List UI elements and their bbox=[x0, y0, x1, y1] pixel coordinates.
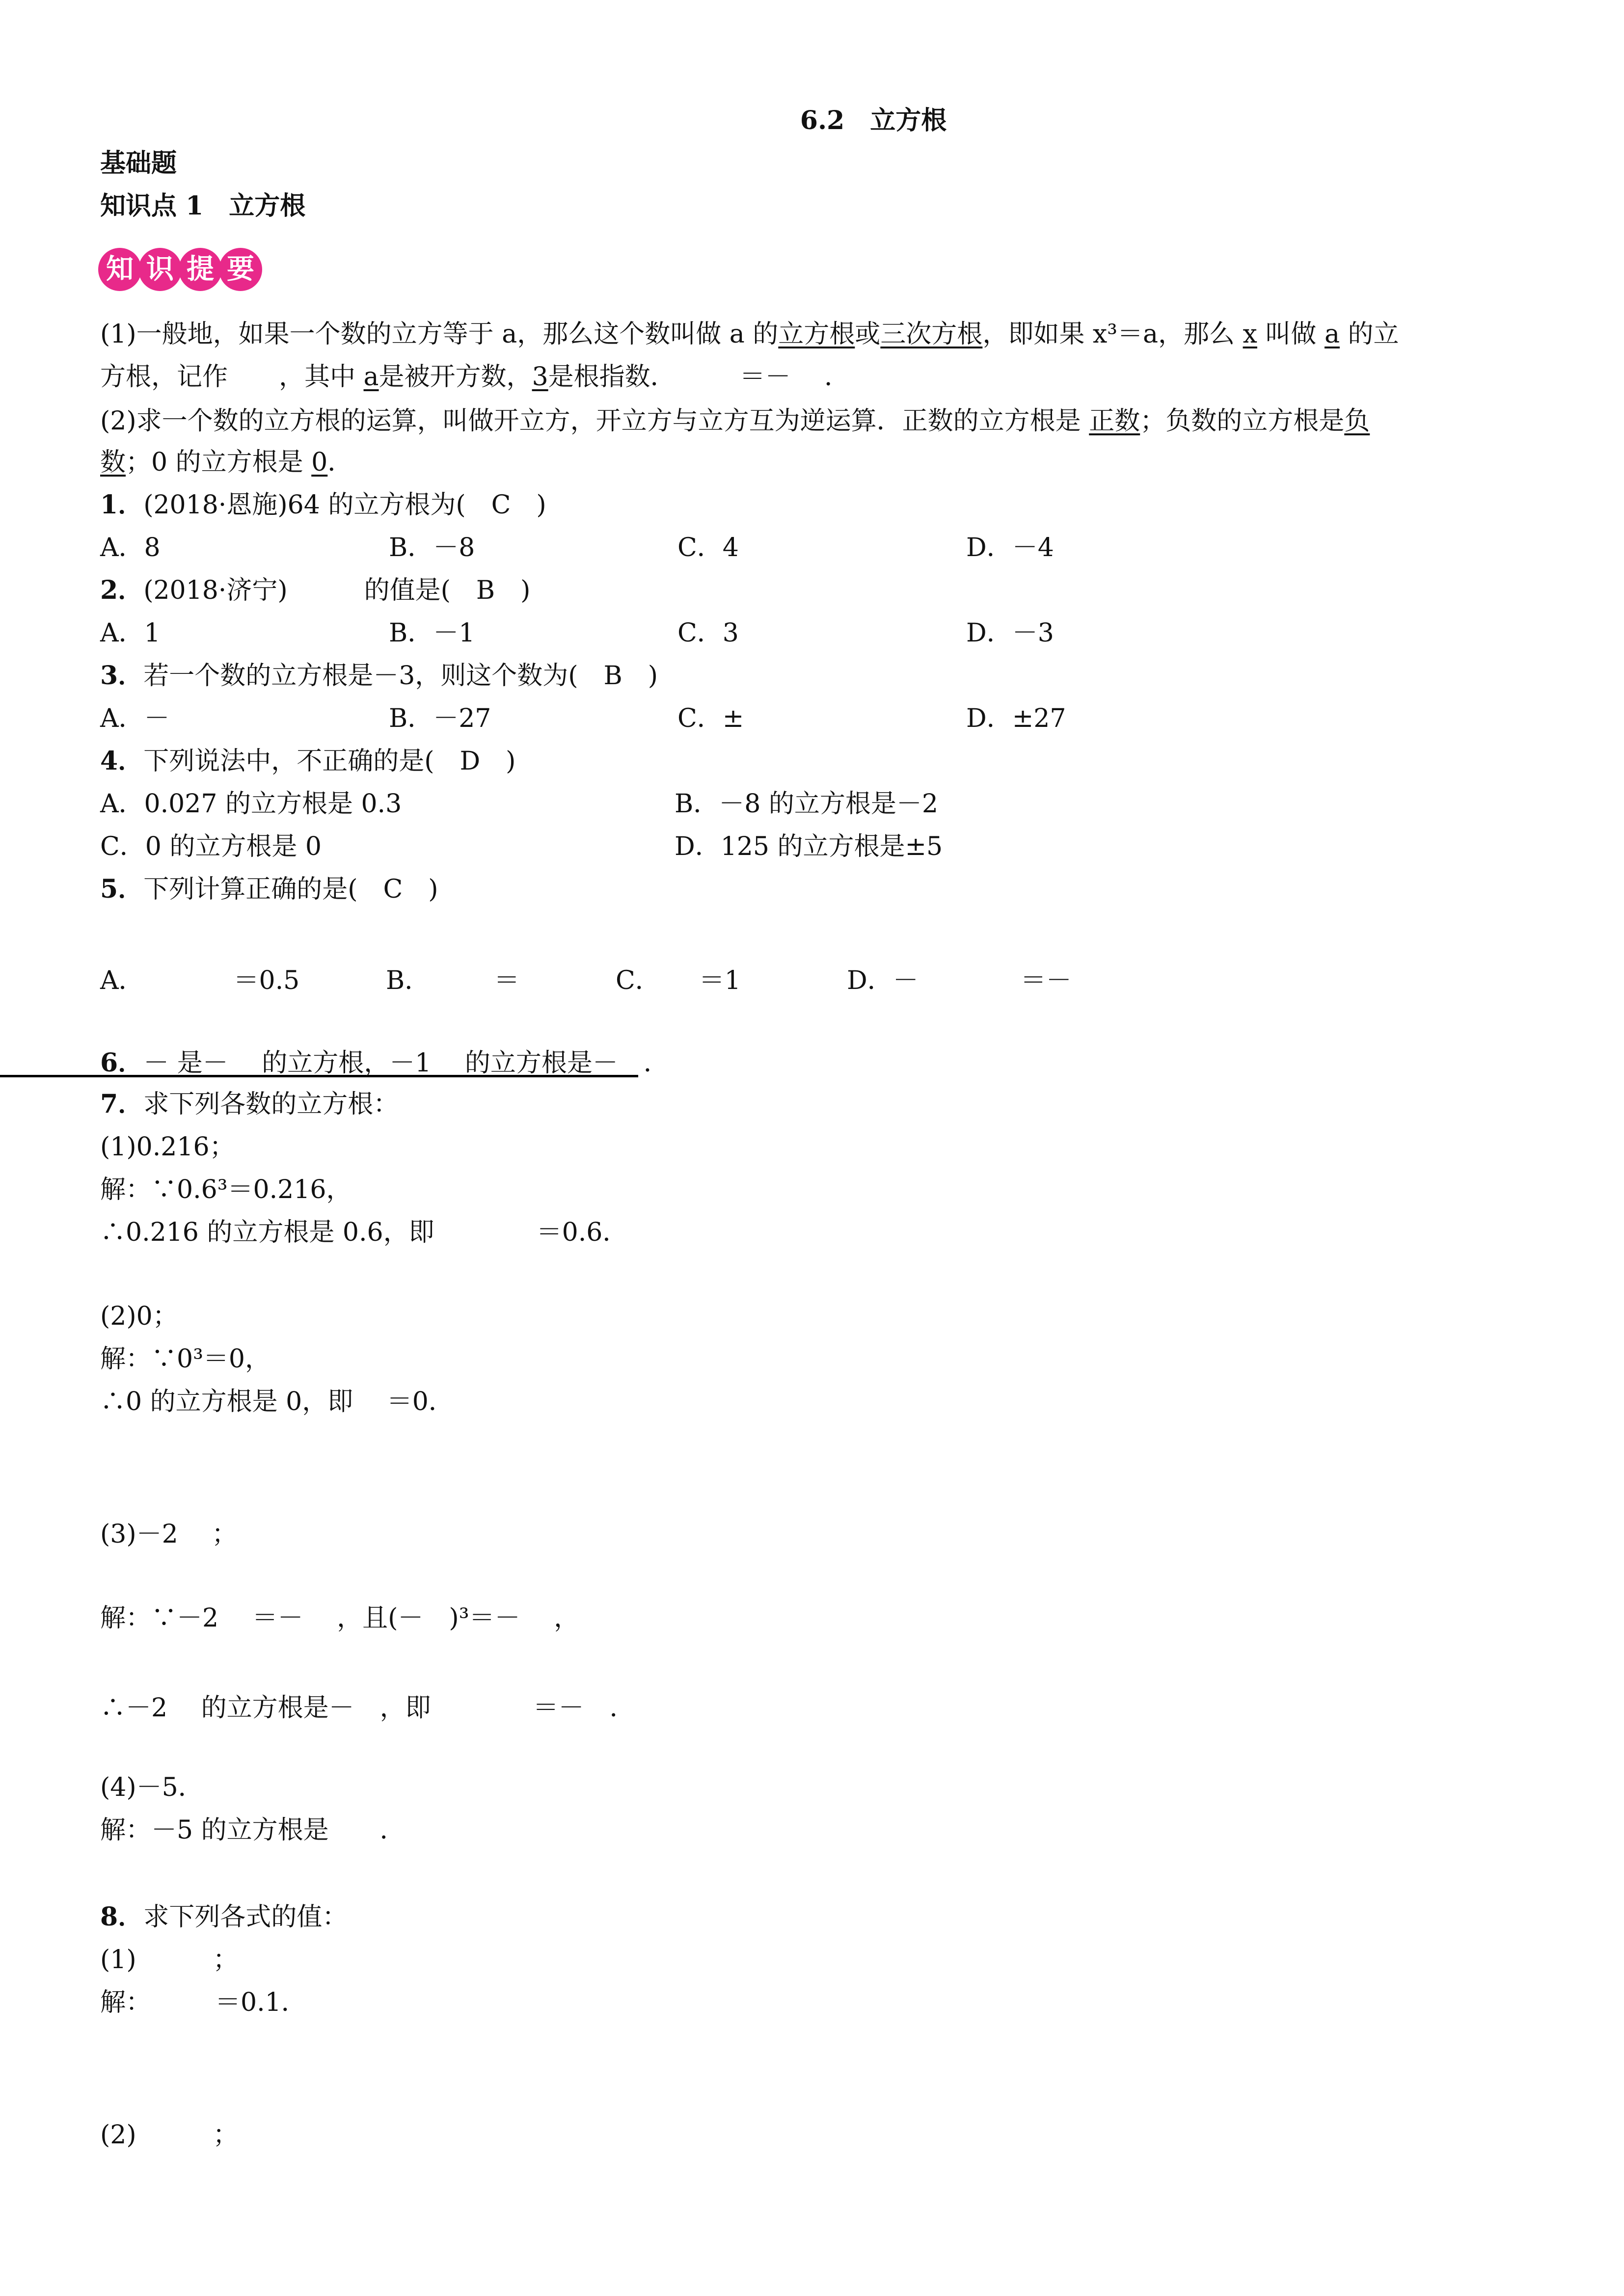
answer-underlined: 立方根 bbox=[778, 320, 855, 349]
choice-option: B．－8 bbox=[389, 533, 475, 562]
text-segment: 解： ＝0.1． bbox=[100, 1988, 307, 2017]
question-number: 4． bbox=[100, 746, 144, 776]
choice-option: A．0.027 的立方根是 0.3 bbox=[100, 789, 402, 819]
page-title: 6.2 立方根 bbox=[800, 106, 947, 135]
text-line bbox=[100, 405, 1370, 437]
text-line bbox=[100, 489, 546, 521]
badge-char: 要 bbox=[219, 248, 262, 291]
choice-option: B．－27 bbox=[389, 704, 491, 733]
choice-option: A．8 bbox=[100, 533, 161, 562]
choice-option: C．0 的立方根是 0 bbox=[100, 832, 322, 861]
badge-char: 提 bbox=[179, 248, 222, 291]
text-line bbox=[100, 447, 353, 478]
badge-char: 识 bbox=[138, 248, 182, 291]
choice-option: B． ＝ bbox=[386, 966, 520, 995]
text-line bbox=[100, 746, 515, 777]
answer-underlined: 数 bbox=[100, 448, 126, 477]
text-segment: ；0 的立方根是 bbox=[126, 448, 312, 477]
answer-underlined: 三次方根 bbox=[880, 320, 983, 349]
text-line bbox=[100, 319, 1399, 350]
text-segment: 是被开方数， bbox=[379, 362, 532, 392]
question-number: 7． bbox=[100, 1089, 144, 1119]
question-number: 5． bbox=[100, 874, 144, 904]
choice-option: C．3 bbox=[677, 618, 739, 648]
text-line bbox=[100, 575, 530, 606]
question-number: 8． bbox=[100, 1902, 144, 1932]
text-segment: 下列计算正确的是( C ) bbox=[143, 875, 438, 904]
text-segment: (2018·恩施)64 的立方根为( C ) bbox=[143, 490, 546, 520]
answer-underlined: 0 bbox=[311, 448, 328, 477]
text-line bbox=[100, 1131, 235, 1163]
text-segment: 的立 bbox=[1339, 320, 1399, 349]
choice-option: D．±27 bbox=[966, 704, 1066, 733]
text-segment: (1) ； bbox=[100, 1945, 239, 1975]
text-segment: (1)0.216； bbox=[100, 1132, 235, 1162]
answer-underlined: 3 bbox=[532, 362, 548, 392]
text-segment: 解：∵－2 ＝－ ，且(－ )³＝－ ， bbox=[100, 1603, 580, 1633]
knowledge-point-heading: 知识点 1 立方根 bbox=[100, 191, 306, 221]
choice-option: D．－3 bbox=[966, 618, 1054, 648]
choice-option: A．1 bbox=[100, 618, 161, 648]
knowledge-summary-badge bbox=[98, 248, 259, 291]
text-segment: (2018·济宁) 的值是( B ) bbox=[143, 576, 531, 605]
text-line bbox=[100, 1174, 352, 1205]
text-line bbox=[100, 1772, 204, 1803]
text-segment: ∴－2 的立方根是－ ，即 ＝－ ． bbox=[100, 1693, 635, 1723]
answer-underlined: a bbox=[1324, 320, 1340, 349]
badge-char: 知 bbox=[98, 248, 141, 291]
text-segment: 叫做 bbox=[1257, 320, 1325, 349]
text-segment: (1)一般地，如果一个数的立方等于 a，那么这个数叫做 a 的 bbox=[100, 320, 779, 349]
text-line bbox=[100, 1602, 579, 1634]
text-segment: 求下列各式的值： bbox=[143, 1902, 348, 1932]
answer-underlined: 负 bbox=[1344, 406, 1370, 436]
text-line bbox=[100, 965, 1524, 996]
text-line bbox=[100, 532, 1524, 563]
question-number: 2． bbox=[100, 575, 144, 605]
text-segment: 解：－5 的立方根是 ． bbox=[100, 1815, 406, 1845]
text-segment: (2) ； bbox=[100, 2120, 239, 2150]
text-line bbox=[100, 361, 850, 393]
choice-option: C．± bbox=[677, 704, 744, 733]
question-number: 6． bbox=[100, 1048, 144, 1078]
text-segment: ；负数的立方根是 bbox=[1140, 406, 1345, 436]
text-segment: (2)求一个数的立方根的运算，叫做开立方，开立方与立方互为逆运算．正数的立方根是 bbox=[100, 406, 1089, 436]
choice-option: A． ＝0.5 bbox=[100, 966, 300, 995]
answer-underlined: x bbox=[1243, 320, 1257, 349]
text-line bbox=[100, 1519, 237, 1550]
text-line bbox=[100, 1343, 271, 1375]
answer-underlined: 正数 bbox=[1089, 406, 1140, 436]
question-number: 3． bbox=[100, 661, 144, 691]
answer-underlined: a bbox=[363, 362, 379, 392]
text-line bbox=[100, 1089, 399, 1120]
choice-option: D．－4 bbox=[966, 533, 1054, 562]
text-segment: ． bbox=[327, 448, 353, 477]
text-line bbox=[100, 660, 658, 692]
text-line bbox=[100, 831, 1524, 862]
text-line bbox=[100, 1692, 635, 1724]
choice-option: C． ＝1 bbox=[616, 966, 741, 995]
choice-option: D．125 的立方根是±5 bbox=[675, 832, 943, 861]
text-segment: 解：∵0.6³＝0.216， bbox=[100, 1175, 352, 1204]
choice-option: D．－ ＝－ bbox=[847, 966, 1072, 995]
text-line bbox=[100, 1901, 348, 1933]
text-segment: 或 bbox=[855, 320, 881, 349]
text-segment: 方根，记作 ，其中 bbox=[100, 362, 364, 392]
choice-option: B．－8 的立方根是－2 bbox=[675, 789, 938, 819]
text-line bbox=[100, 1944, 239, 1976]
text-line bbox=[100, 1301, 178, 1332]
text-line bbox=[100, 703, 1524, 734]
text-line bbox=[100, 617, 1524, 649]
text-line bbox=[100, 2119, 239, 2151]
text-line bbox=[100, 1987, 307, 2018]
text-segment: ∴0 的立方根是 0，即 ＝0． bbox=[100, 1387, 454, 1416]
text-segment: ∴0.216 的立方根是 0.6，即 ＝0.6． bbox=[100, 1218, 628, 1247]
text-segment: － 是－ 的立方根，－1 的立方根是－ ． bbox=[143, 1048, 669, 1078]
section-heading: 基础题 bbox=[100, 148, 177, 178]
text-segment: (3)－2 ； bbox=[100, 1520, 238, 1549]
text-line bbox=[100, 1386, 454, 1417]
text-segment: (4)－5． bbox=[100, 1773, 204, 1802]
text-line bbox=[100, 874, 438, 905]
text-segment: 下列说法中，不正确的是( D ) bbox=[143, 747, 516, 776]
text-segment: 求下列各数的立方根： bbox=[143, 1090, 399, 1119]
choice-option: B．－1 bbox=[389, 618, 475, 648]
choice-option: C．4 bbox=[677, 533, 739, 562]
choice-option: A．－ bbox=[100, 704, 170, 733]
text-line bbox=[100, 788, 1524, 820]
text-line bbox=[100, 1217, 628, 1248]
text-line bbox=[100, 1047, 669, 1079]
text-segment: 若一个数的立方根是－3，则这个数为( B ) bbox=[143, 661, 658, 691]
question-number: 1． bbox=[100, 490, 144, 520]
text-line bbox=[100, 1815, 406, 1846]
text-segment: ，即如果 x³＝a，那么 bbox=[982, 320, 1243, 349]
text-segment: 解：∵0³＝0， bbox=[100, 1344, 271, 1374]
text-segment: 是根指数． ＝－ ． bbox=[548, 362, 850, 392]
text-segment: (2)0； bbox=[100, 1302, 178, 1331]
